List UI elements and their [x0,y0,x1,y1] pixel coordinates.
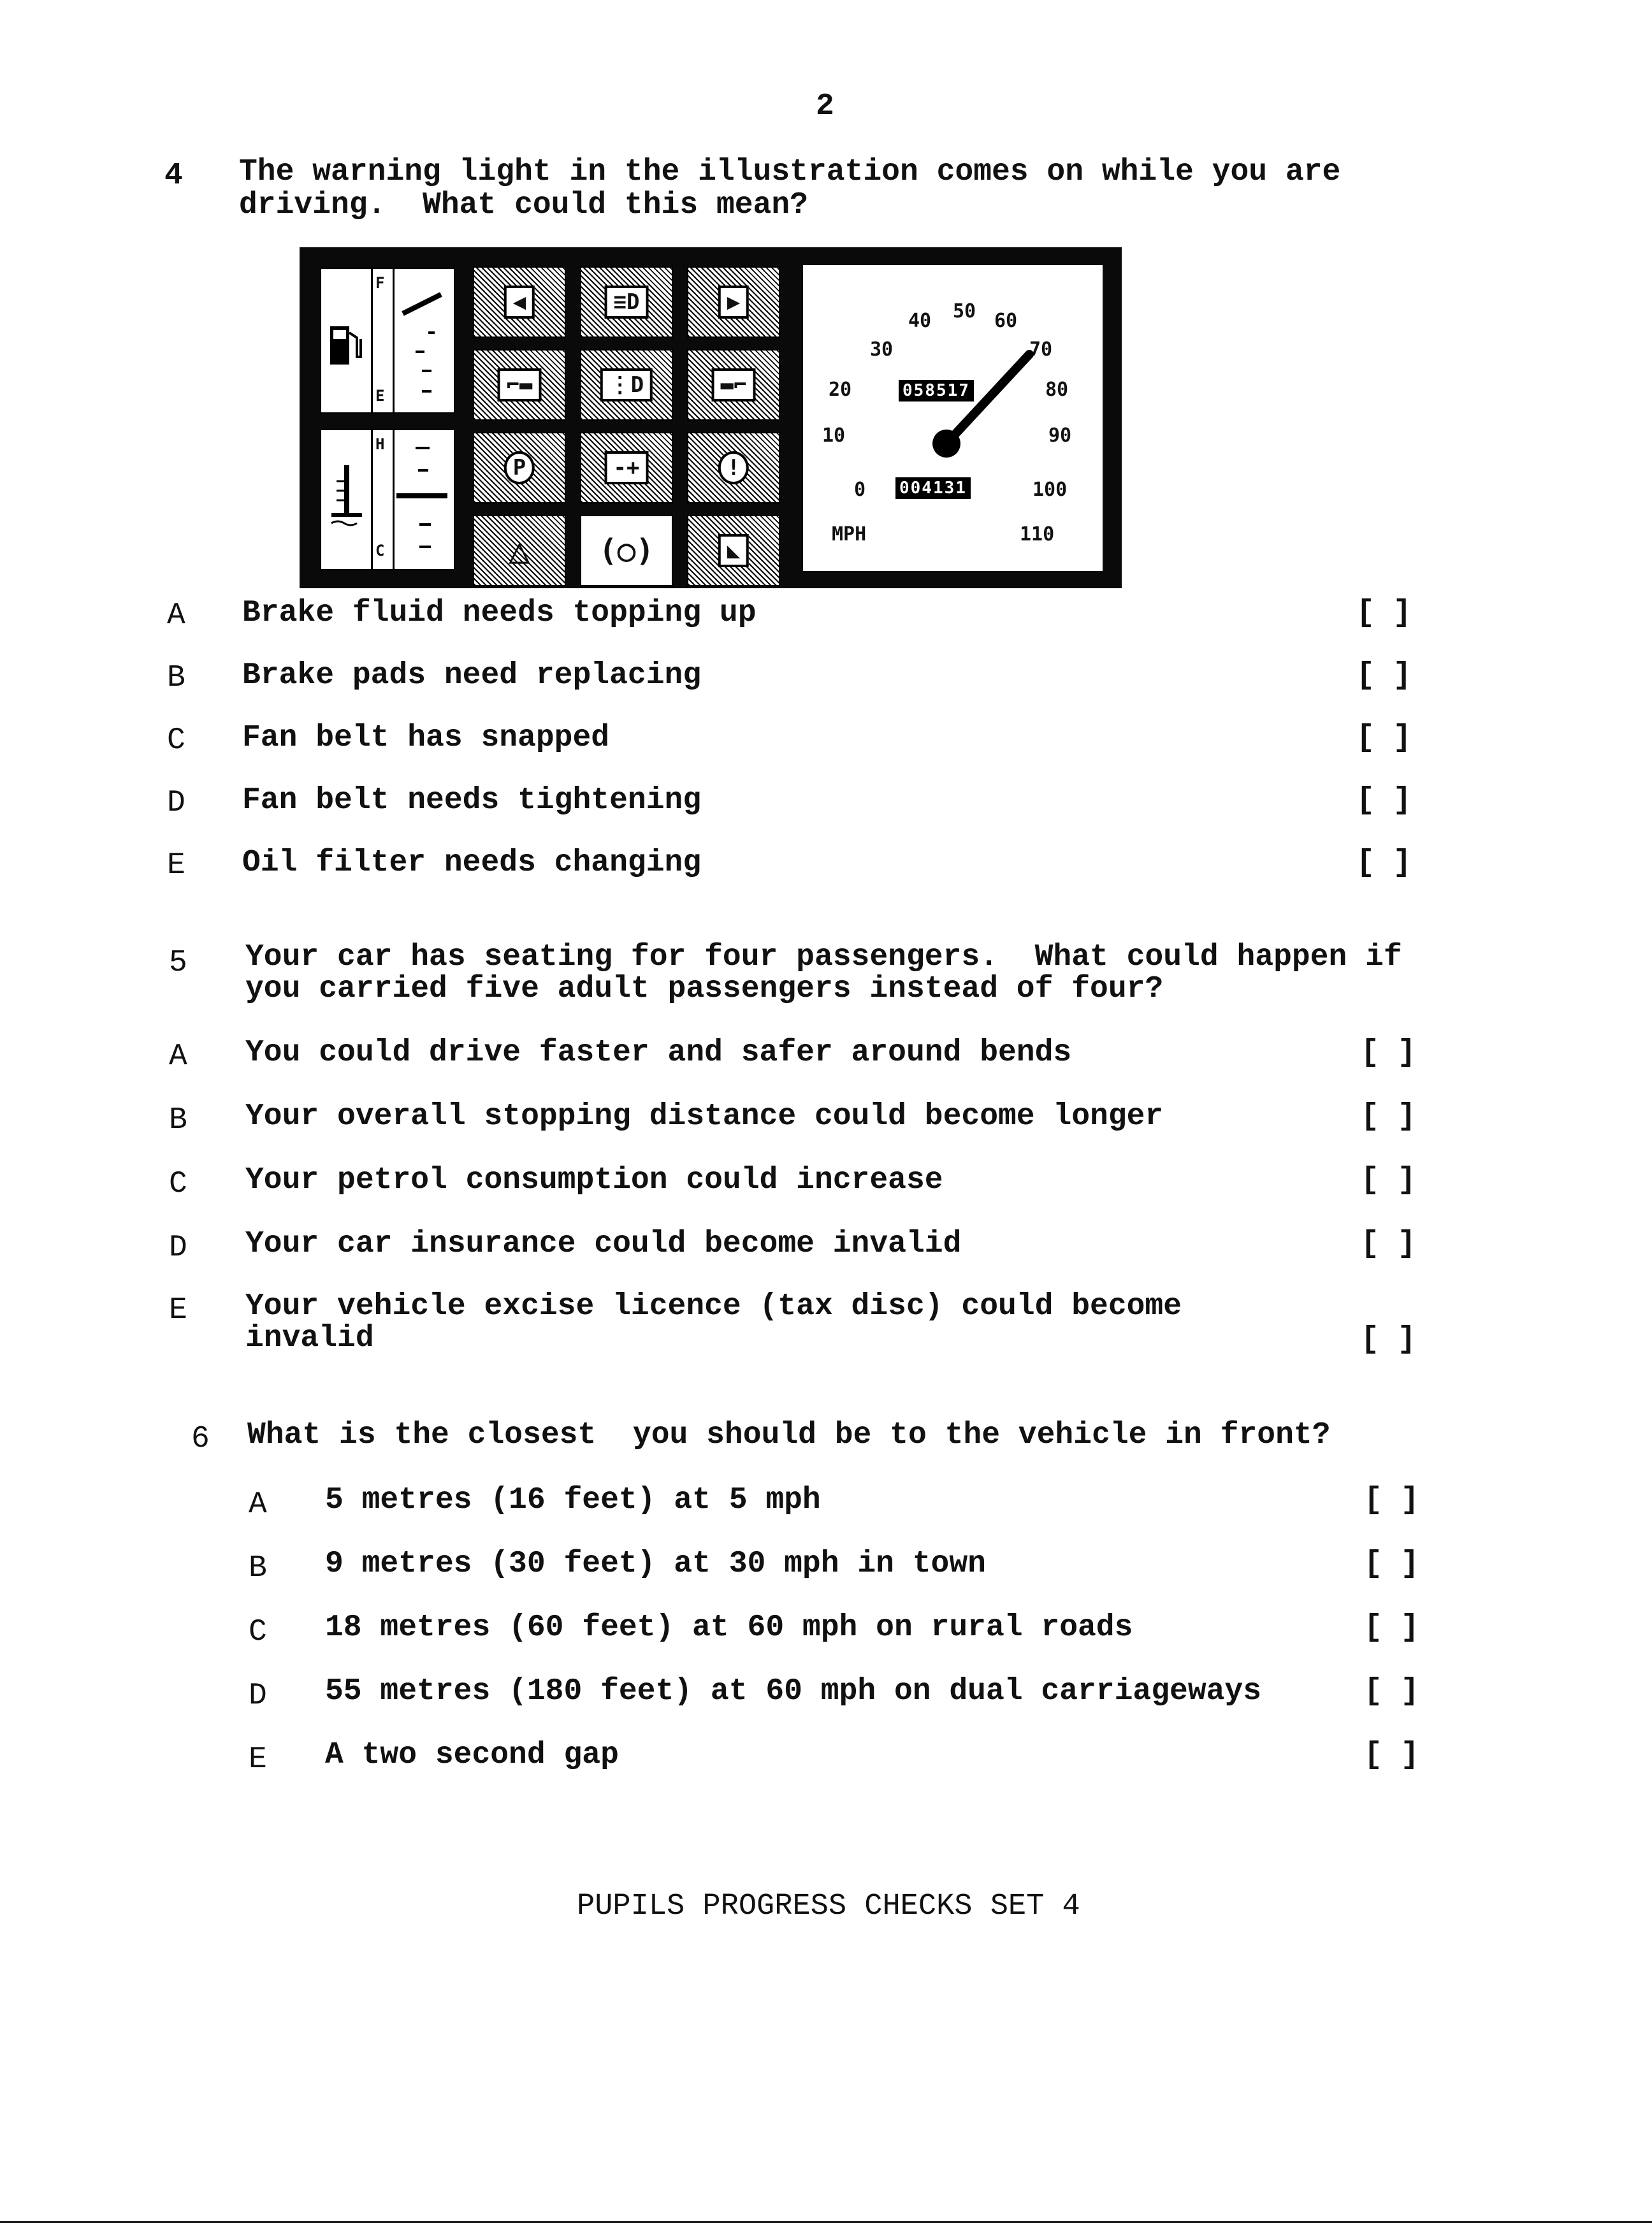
handbrake-light [473,432,566,503]
speed-label-50: 50 [953,300,976,322]
battery-icon: -+ [605,451,649,484]
q6-option-e-checkbox[interactable]: [ ] [1364,1738,1419,1772]
temperature-gauge [320,429,455,570]
q5-option-c-text: Your petrol consumption could increase [245,1163,943,1197]
q6-option-b-checkbox[interactable]: [ ] [1364,1547,1419,1581]
battery-light [580,432,673,503]
q5-option-b-letter: B [169,1103,187,1138]
speed-label-100: 100 [1032,479,1068,501]
q6-option-d-letter: D [249,1679,267,1713]
q6-option-e-text: A two second gap [325,1738,619,1772]
q6-option-b-letter: B [249,1551,267,1586]
parking-brake-icon: P [504,451,535,484]
q4-text-line2: driving. What could this mean? [239,188,808,222]
temp-needle-icon [396,435,451,566]
q4-option-d-checkbox[interactable]: [ ] [1356,783,1412,818]
q6-option-a-text: 5 metres (16 feet) at 5 mph [325,1483,821,1517]
speed-label-20: 20 [829,379,852,401]
dashboard-illustration [300,247,1122,588]
speed-label-70: 70 [1029,338,1053,361]
hazard-triangle-icon: △ [509,530,530,572]
speed-unit-label: MPH [832,523,867,546]
choke-icon: ◣ [718,534,749,567]
q6-option-c-text: 18 metres (60 feet) at 60 mph on rural roads [325,1610,1133,1645]
left-arrow-icon: ◀ [504,286,535,319]
fuel-needle-icon [396,275,451,406]
q4-option-a-letter: A [167,598,185,633]
oil-pressure-light [473,349,566,421]
q4-option-d-letter: D [167,786,185,820]
q6-option-a-checkbox[interactable]: [ ] [1364,1483,1419,1517]
q6-text: What is the closest you should be to the vehicle in front? [247,1418,1331,1452]
speed-label-110: 110 [1020,523,1055,546]
q5-option-d-text: Your car insurance could become invalid [245,1227,962,1261]
q6-option-e-letter: E [249,1742,267,1777]
q5-option-a-letter: A [169,1039,187,1074]
speedometer-needle-icon [803,265,1103,571]
q6-option-c-letter: C [249,1615,267,1649]
q5-number: 5 [169,946,187,980]
q5-option-e-checkbox[interactable]: [ ] [1361,1322,1416,1357]
speed-label-80: 80 [1045,379,1069,401]
q4-number: 4 [164,159,183,193]
q4-option-d-text: Fan belt needs tightening [242,783,702,818]
q4-option-b-text: Brake pads need replacing [242,658,702,693]
q5-option-b-text: Your overall stopping distance could become longer [245,1099,1164,1134]
fog-light-icon: ⋮D [600,368,653,401]
right-arrow-icon: ▶ [718,286,749,319]
fuel-pump-icon [326,320,365,371]
q5-option-e-text-line2: invalid [245,1321,374,1356]
page-number: 2 [816,89,834,124]
q5-option-d-letter: D [169,1231,187,1265]
q6-number: 6 [191,1422,210,1456]
q6-option-a-letter: A [249,1487,267,1522]
brake-warning-light [687,432,780,503]
left-indicator-light [473,266,566,338]
q4-option-c-text: Fan belt has snapped [242,721,610,755]
q5-option-a-checkbox[interactable]: [ ] [1361,1036,1416,1070]
q5-option-c-checkbox[interactable]: [ ] [1361,1163,1416,1197]
q6-option-d-checkbox[interactable]: [ ] [1364,1674,1419,1709]
q4-text-line1: The warning light in the illustration comes on while you are [239,155,1341,189]
q4-option-b-letter: B [167,661,185,695]
bottom-rule [0,2221,1652,2223]
headlight-light [580,266,673,338]
fuel-gauge [320,268,455,414]
q6-option-c-checkbox[interactable]: [ ] [1364,1610,1419,1645]
q4-option-e-text: Oil filter needs changing [242,846,702,880]
q4-option-a-checkbox[interactable]: [ ] [1356,596,1412,630]
oil-can-icon: ⌐▬ [498,368,542,401]
speedometer [803,265,1103,571]
speed-label-90: 90 [1048,424,1072,447]
q5-option-d-checkbox[interactable]: [ ] [1361,1227,1416,1261]
q4-option-c-checkbox[interactable]: [ ] [1356,721,1412,755]
speed-label-10: 10 [822,424,846,447]
q4-option-a-text: Brake fluid needs topping up [242,596,757,630]
washer-icon: ▬⌐ [712,368,756,401]
washer-light [687,349,780,421]
choke-light [687,515,780,586]
q4-option-c-letter: C [167,723,185,758]
fuel-full-label: F [375,274,385,292]
trip-meter-display: 004131 [895,477,971,499]
q5-option-c-letter: C [169,1167,187,1201]
q4-option-e-letter: E [167,848,185,883]
footer-title: PUPILS PROGRESS CHECKS SET 4 [577,1890,1080,1923]
q4-option-b-checkbox[interactable]: [ ] [1356,658,1412,693]
temp-hot-label: H [375,435,385,453]
thermometer-icon [329,462,367,532]
odometer-display: 058517 [899,380,974,401]
q5-option-e-text: Your vehicle excise licence (tax disc) could become [245,1289,1182,1324]
q5-option-e-letter: E [169,1293,187,1327]
q6-option-d-text: 55 metres (180 feet) at 60 mph on dual carriageways [325,1674,1262,1709]
fog-light [580,349,673,421]
temp-cold-label: C [375,542,385,560]
q6-option-b-text: 9 metres (30 feet) at 30 mph in town [325,1547,986,1581]
headlight-icon: ≡D [605,286,649,319]
fuel-empty-label: E [375,387,385,405]
brake-circle-icon: (○) [593,532,661,570]
q5-text-line2: you carried five adult passengers instead of four? [245,972,1164,1006]
lit-warning-light [580,515,673,586]
q5-text-line1: Your car has seating for four passengers. What could happen if [245,940,1402,974]
right-indicator-light [687,266,780,338]
q4-option-e-checkbox[interactable]: [ ] [1356,846,1412,880]
q5-option-a-text: You could drive faster and safer around bends [245,1036,1072,1070]
speed-label-30: 30 [870,338,894,361]
speed-label-60: 60 [994,310,1018,332]
hazard-light [473,515,566,586]
speed-label-40: 40 [908,310,932,332]
brake-warning-icon: ! [718,451,749,484]
q5-option-b-checkbox[interactable]: [ ] [1361,1099,1416,1134]
speed-label-0: 0 [854,479,866,501]
